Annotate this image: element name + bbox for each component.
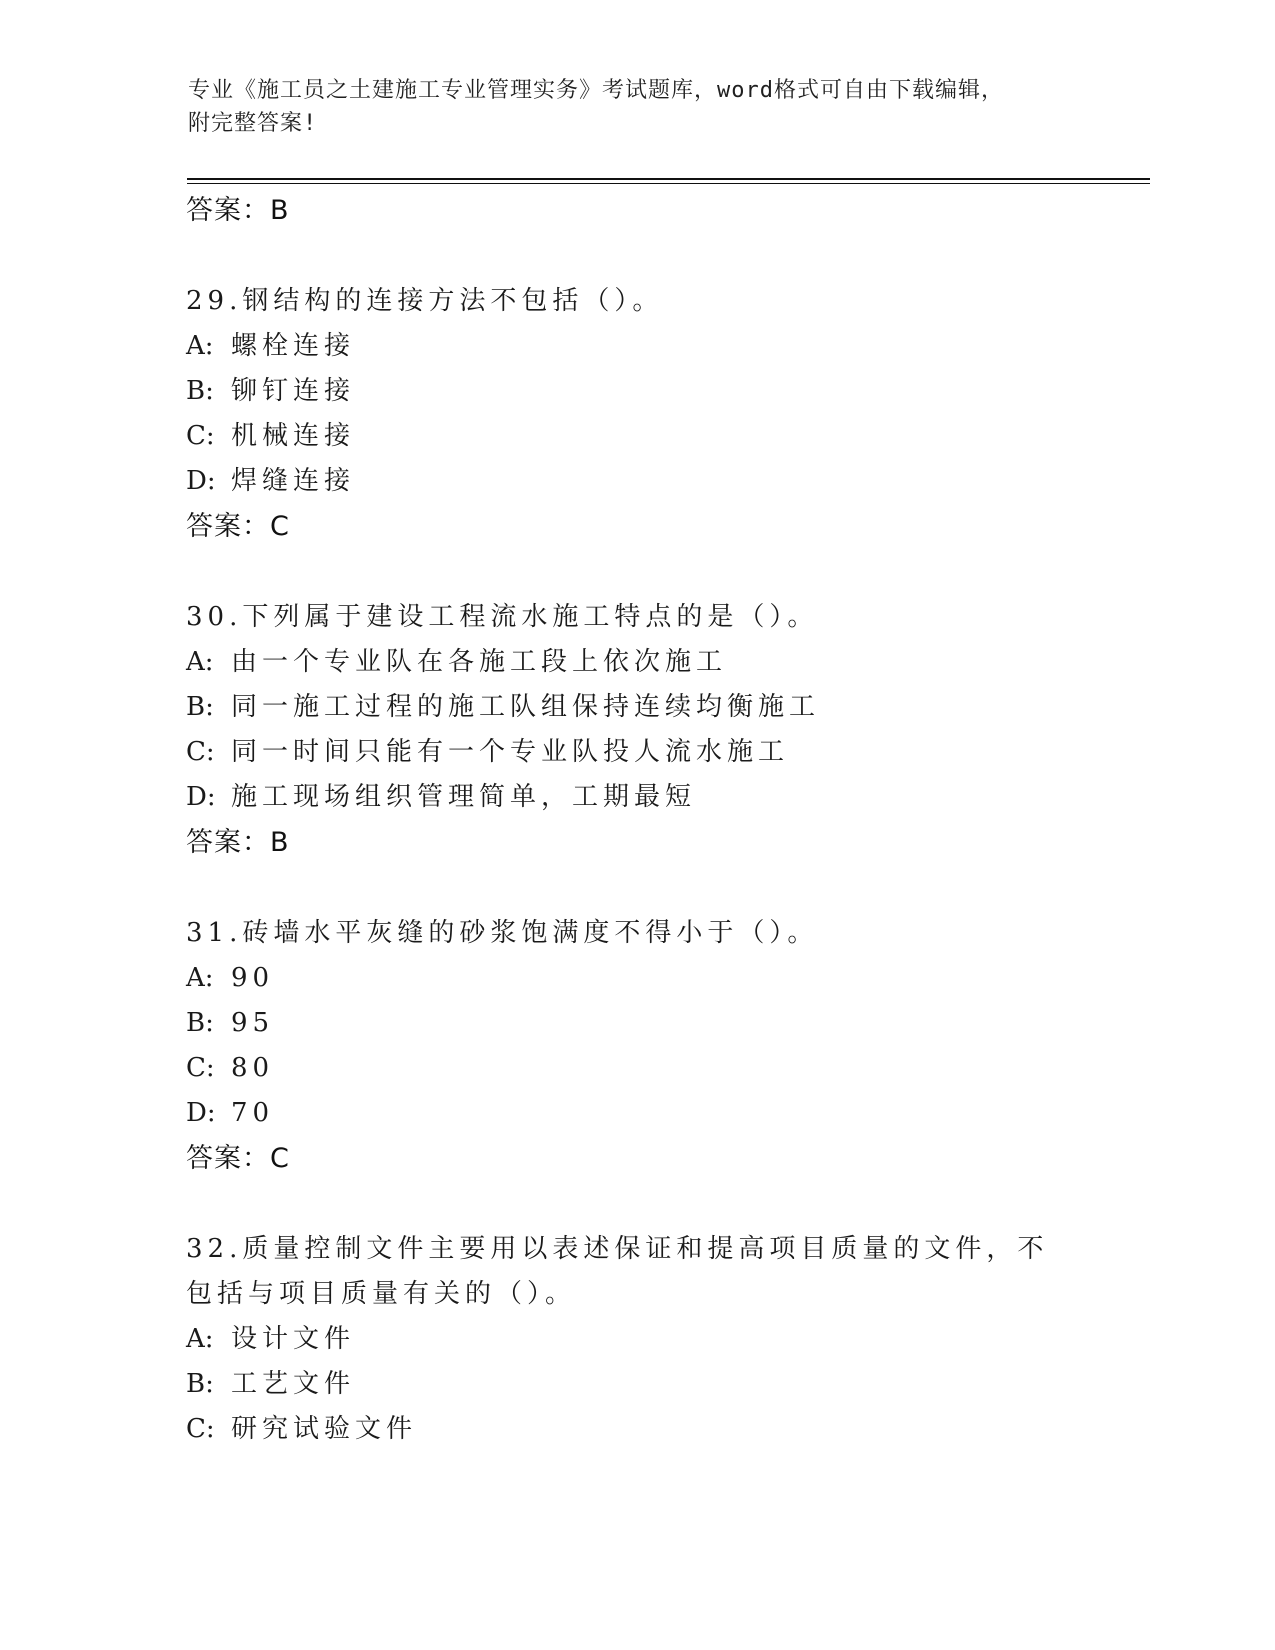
option-b — [186, 685, 1086, 730]
option-d — [186, 1091, 1086, 1136]
option-d — [186, 459, 1086, 504]
option-letter: C: — [186, 1053, 215, 1083]
option-text: 工艺文件 — [231, 1369, 356, 1399]
answer: 答案：C — [186, 511, 290, 542]
option-a — [186, 1317, 1086, 1362]
question-stem: 29.钢结构的连接方法不包括（）。 — [186, 286, 664, 316]
option-a — [186, 640, 1086, 685]
option-a — [186, 324, 1086, 369]
option-text: 90 — [231, 963, 275, 993]
spacer — [186, 233, 1086, 279]
option-letter: C: — [186, 1414, 215, 1444]
option-text: 螺栓连接 — [231, 331, 356, 361]
option-text: 设计文件 — [231, 1324, 356, 1354]
option-c — [186, 730, 1086, 775]
question-stem: 32.质量控制文件主要用以表述保证和提高项目质量的文件，不包括与项目质量有关的（）。 — [186, 1234, 1049, 1309]
option-letter: B: — [186, 1369, 214, 1399]
option-text: 机械连接 — [231, 421, 356, 451]
question-29 — [186, 279, 1086, 549]
option-text: 同一施工过程的施工队组保持连续均衡施工 — [231, 692, 821, 722]
option-text: 铆钉连接 — [231, 376, 356, 406]
header-line-1: 专业《施工员之土建施工专业管理实务》考试题库，word格式可自由下载编辑， — [188, 78, 1004, 103]
option-letter: B: — [186, 1008, 214, 1038]
answer: 答案：C — [186, 1143, 290, 1174]
option-letter: C: — [186, 421, 215, 451]
question-30 — [186, 595, 1086, 865]
option-text: 由一个专业队在各施工段上依次施工 — [231, 647, 728, 677]
option-letter: B: — [186, 376, 214, 406]
option-text: 研究试验文件 — [231, 1414, 418, 1444]
question-stem: 30.下列属于建设工程流水施工特点的是（）。 — [186, 602, 819, 632]
option-d — [186, 775, 1086, 820]
spacer — [186, 865, 1086, 911]
question-stem: 31.砖墙水平灰缝的砂浆饱满度不得小于（）。 — [186, 918, 819, 948]
option-text: 95 — [231, 1008, 275, 1038]
option-letter: D: — [186, 466, 216, 496]
option-a — [186, 956, 1086, 1001]
option-c — [186, 1046, 1086, 1091]
option-letter: B: — [186, 692, 214, 722]
option-letter: C: — [186, 737, 215, 767]
option-text: 施工现场组织管理简单，工期最短 — [231, 782, 697, 812]
option-letter: D: — [186, 782, 216, 812]
option-text: 70 — [231, 1098, 275, 1128]
option-letter: A: — [186, 647, 214, 677]
question-32 — [186, 1227, 1086, 1452]
option-text: 同一时间只能有一个专业队投人流水施工 — [231, 737, 790, 767]
option-b — [186, 369, 1086, 414]
option-text: 80 — [231, 1053, 275, 1083]
option-letter: A: — [186, 963, 214, 993]
spacer — [186, 1181, 1086, 1227]
option-c — [186, 1407, 1086, 1452]
header-line-2: 附完整答案! — [188, 111, 318, 136]
option-b — [186, 1001, 1086, 1046]
option-text: 焊缝连接 — [231, 466, 356, 496]
option-letter: A: — [186, 331, 214, 361]
previous-answer: 答案：B — [186, 195, 290, 226]
question-31 — [186, 911, 1086, 1181]
option-c — [186, 414, 1086, 459]
header-rule-thin — [187, 183, 1150, 184]
answer: 答案：B — [186, 827, 290, 858]
spacer — [186, 549, 1086, 595]
header-rule-thick — [187, 178, 1150, 180]
option-letter: D: — [186, 1098, 216, 1128]
option-letter: A: — [186, 1324, 214, 1354]
question-list — [186, 188, 1086, 1452]
document-header — [188, 74, 1088, 140]
option-b — [186, 1362, 1086, 1407]
